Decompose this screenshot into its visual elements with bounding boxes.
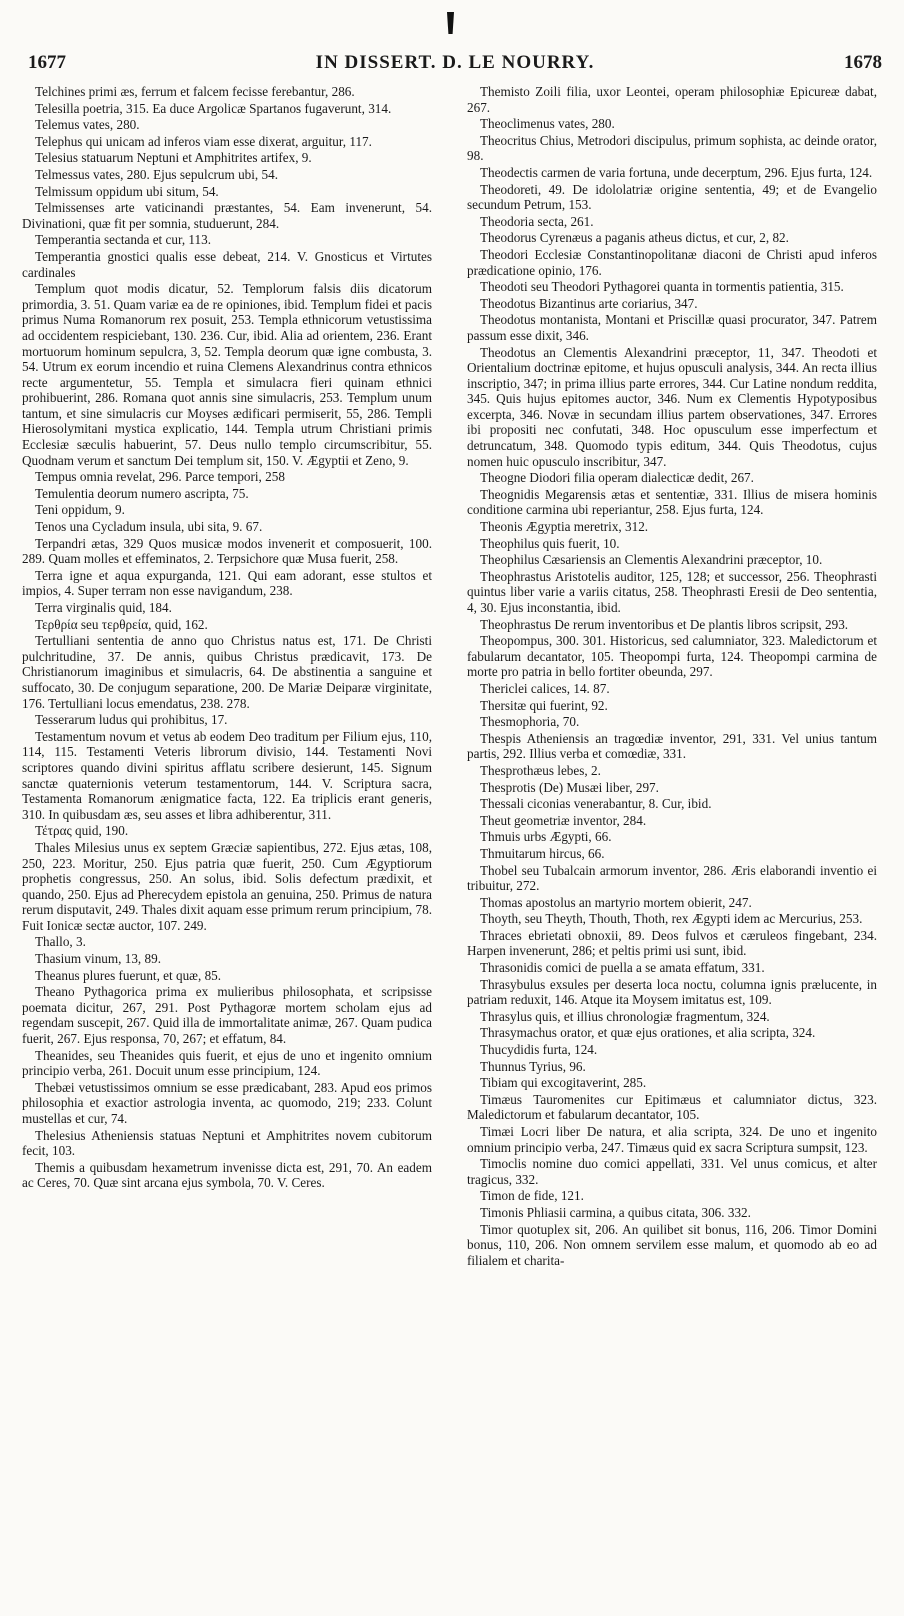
index-entry: Τέτρας quid, 190.: [35, 823, 129, 839]
index-entry: Timæi Locri liber De natura, et alia scripta, 324. De uno et ingenito omnium principio verba, 247. Timæus quid ex sacra Scriptura sumpsit, 123.: [467, 1124, 877, 1155]
running-title: IN DISSERT. D. LE NOURRY.: [315, 52, 595, 73]
index-entry: Telchines primi æs, ferrum et falcem fecisse ferebantur, 286.: [35, 84, 355, 99]
index-entry: Thrasybulus exsules per deserta loca noctu, columna ignis prælucente, in patriam reduxit, 146. Atque ita Moysem imitatus est, 109.: [467, 976, 877, 1008]
index-entry: Tibiam qui excogitaverint, 285.: [480, 1075, 647, 1091]
running-header: [28, 52, 882, 78]
index-entry: Templum quot modis dicatur, 52. Templorum falsis diis dicatorum primordia, 3. 51. Quam variæ ea de re opiniones, ibid. Templum fidei et pacis primus Numa Romanorum rex posuit, 253. Templa ethnicorum vetustissima ad occidentem respiciebant, 130. 236. Cur, ibid. Alia ad orientem, 236. Erant mortuorum hominum sepulcra, 3, 52. Templa deorum quæ igne combusta, 3. 54. Utrum ex eorum incendio et ruina Clemens Alexandrinus contra ethnicos recte argumentetur, 55. Templa et simulacra fieri quinam ethnici prohibuerint, 286. Romana quot annis sine simulacris, 253. Templum unum tantum, et sine simulacris cur Moyses ædificari permiserit, 55, 286. Templi Hierosolymitani mystica explicatio, 144. Templa utrum Christiani primis Ecclesiæ sæculis habuerint, 57. Deus nullo templo circumscribitur, 55. Quodnam verum et sanctum Dei templum sit, 150. V. Ægyptii et Zeno, 9.: [22, 281, 432, 468]
index-entry: Tenos una Cycladum insula, ubi sita, 9. 67.: [35, 519, 263, 535]
index-entry: Teni oppidum, 9.: [35, 502, 125, 518]
index-entry: Theopompus, 300. 301. Historicus, sed calumniator, 323. Maledictorum et fabularum decantator, 105. Theopompi furta, 124. Theopompi carmina de morte pro patria in bello fortiter obeunda, 297.: [467, 633, 877, 680]
index-entry: Theocritus Chius, Metrodori discipulus, primum sophista, ac deinde orator, 98.: [467, 132, 877, 164]
index-entry: Timor quotuplex sit, 206. An quilibet sit bonus, 116, 206. Timor Domini bonus, 110, 206. Non omnem servilem esse malum, et quomodo ab eo ad filialem et charita-: [467, 1221, 877, 1268]
index-entry: Thersitæ qui fuerint, 92.: [480, 697, 608, 713]
index-entry: Theodoria secta, 261.: [480, 213, 594, 229]
index-entry: Thesprothæus lebes, 2.: [480, 762, 601, 778]
index-entry: Timæus Tauromenites cur Epitimæus et calumniator dictus, 323. Maledictorum et fabularum decantator, 105.: [467, 1091, 877, 1123]
index-entry: Temperantia gnostici qualis esse debeat, 214. V. Gnosticus et Virtutes cardinales: [22, 248, 432, 280]
index-entry: Terpandri ætas, 329 Quos musicæ modos invenerit et composuerit, 100. 289. Quam molles et effeminatos, 2. Terpsichore quæ Musa fuerit, 258.: [22, 535, 432, 567]
index-entry: Theophrastus De rerum inventoribus et De plantis libros scripsit, 293.: [480, 616, 849, 632]
index-entry: Thesprotis (De) Musæi liber, 297.: [480, 779, 659, 795]
index-entry: Theodectis carmen de varia fortuna, unde decerptum, 296. Ejus furta, 124.: [480, 164, 873, 180]
index-entry: Theodoreti, 49. De idololatriæ origine sententia, 49; et de Evangelio secundum Petrum, 153.: [467, 181, 877, 213]
index-entry: Theodoti seu Theodori Pythagorei quanta in tormentis patientia, 315.: [480, 279, 844, 295]
index-entry: Theanus plures fuerunt, et quæ, 85.: [35, 967, 222, 983]
index-entry: Themisto Zoili filia, uxor Leontei, operam philosophiæ Epicureæ dabat, 267.: [467, 84, 877, 115]
index-entry: Theophrastus Aristotelis auditor, 125, 128; et successor, 256. Theophrasti quintus liber varie a variis citatus, 258. Theophrasti Eresii de Deo sententia, 4, 30. Ejus inconstantia, ibid.: [467, 568, 877, 615]
index-entry: Thoyth, seu Theyth, Thouth, Thoth, rex Ægypti idem ac Mercurius, 253.: [480, 911, 863, 927]
index-entry: Temperantia sectanda et cur, 113.: [35, 232, 212, 248]
index-entry: Telemus vates, 280.: [35, 117, 140, 133]
index-entry: Telesius statuarum Neptuni et Amphitrites artifex, 9.: [35, 150, 312, 166]
index-entry: Telephus qui unicam ad inferos viam esse dixerat, arguitur, 117.: [35, 133, 372, 149]
index-entry: Tesserarum ludus qui prohibitus, 17.: [35, 712, 228, 728]
index-entry: Theophilus quis fuerit, 10.: [480, 535, 620, 551]
right-index-column: [467, 84, 877, 1594]
index-entry: Theanides, seu Theanides quis fuerit, et ejus de uno et ingenito omnium principio verba, 261. Docuit unum esse principium, 124.: [22, 1047, 432, 1079]
index-entry: Telmessus vates, 280. Ejus sepulcrum ubi, 54.: [35, 166, 279, 182]
index-entry: Thessali ciconias venerabantur, 8. Cur, ibid.: [480, 796, 712, 812]
index-entry: Theodotus an Clementis Alexandrini præceptor, 11, 347. Theodoti et Orientalium doctrinæ epitome, et hujus opusculi analysis, 344. An recta illius inscriptio, 347; in prima illius parte errores, 344. Cur Latine nondum reddita, 345. Quis hujus epitomes auctor, 346. Num ex Clementis Hypotyposibus excerpta, 346. Novæ in secundam illius partem observationes, 347. Errores ibi propositi nec confutati, 348. Hoc opusculum esse imperfectum et detruncatum, 348. Quomodo typis editum, 344. Quis Theodotus, cujus nomen huic opusculo inscribitur, 347.: [467, 344, 877, 469]
index-entry: Thebæi vetustissimos omnium se esse prædicabant, 283. Apud eos primos philosophia et exactior astrologia inventa, ac quomodo, 219; 233. Colunt mustellas et cur, 74.: [22, 1079, 432, 1126]
index-entry: Thesmophoria, 70.: [480, 714, 580, 730]
index-entry: Theophilus Cæsariensis an Clementis Alexandrini præceptor, 10.: [480, 552, 823, 568]
index-entry: Thmuis urbs Ægypti, 66.: [480, 829, 612, 845]
index-entry: Thucydidis furta, 124.: [480, 1042, 598, 1058]
left-page-number: 1677: [28, 52, 66, 73]
index-entry: Thales Milesius unus ex septem Græciæ sapientibus, 272. Ejus ætas, 108, 250, 223. Moritur, 250. Ejus patria quæ fuerit, 250. Cum Ægyptiorum prophetis congressus, 250. An solus, ibid. Solis defectum prædixit, et quando, 250. Ejus ad Pherecydem epistola an genuina, 250. Primus de natura rerum disputavit, 249. Thales dixit aquam esse primum rerum principium, 78. Fuit Ionicæ sectæ auctor, 107. 249.: [22, 839, 432, 933]
index-entry: Thespis Atheniensis an tragœdiæ inventor, 291, 331. Vel unius tantum partis, 292. Illius verba et comœdiæ, 331.: [467, 730, 877, 762]
index-entry: Terra virginalis quid, 184.: [35, 600, 172, 615]
index-entry: Theonis Ægyptia meretrix, 312.: [480, 519, 649, 535]
index-entry: Telesilla poetria, 315. Ea duce Argolicæ Spartanos fugaverunt, 314.: [35, 100, 392, 116]
index-entry: Thasium vinum, 13, 89.: [35, 951, 162, 967]
index-entry: Telmissum oppidum ubi situm, 54.: [35, 183, 219, 199]
index-entry: Theut geometriæ inventor, 284.: [480, 812, 647, 828]
index-entry: Thelesius Atheniensis statuas Neptuni et Amphitrites novem cubitorum fecit, 103.: [22, 1127, 432, 1159]
index-entry: Telmissenses arte vaticinandi præstantes, 54. Eam invenerunt, 54. Divinationi, quæ fit per somnia, studuerunt, 284.: [22, 200, 432, 231]
index-entry: Tempus omnia revelat, 296. Parce tempori, 258: [35, 469, 285, 485]
right-page-number: 1678: [844, 52, 882, 73]
index-entry: Theodorus Cyrenæus a paganis atheus dictus, et cur, 2, 82.: [480, 230, 789, 246]
printer-mark-icon: [447, 12, 454, 34]
index-entry: Timon de fide, 121.: [480, 1188, 584, 1204]
index-entry: Theogne Diodori filia operam dialecticæ dedit, 267.: [480, 470, 754, 486]
index-entry: Τερθρία seu τερθρεία, quid, 162.: [35, 616, 208, 632]
index-entry: Temulentia deorum numero ascripta, 75.: [35, 485, 249, 501]
index-entry: Theognidis Megarensis ætas et sententiæ, 331. Illius de misera hominis conditione carmina ubi reperiantur, 258. Ejus furta, 124.: [467, 486, 877, 518]
index-entry: Thobel seu Tubalcain armorum inventor, 286. Æris elaborandi inventio ei tribuitur, 272.: [467, 862, 877, 894]
index-entry: Thericlei calices, 14. 87.: [480, 680, 610, 696]
index-entry: Theano Pythagorica prima ex mulieribus philosophata, et scripsisse poemata dicitur, 267, 291. Post Pythagoræ mortem scholam ejus ad regendam suscepit, 267. Quid illa de immortalitate animæ, 267. Quam pudica fuerit, 267. Ejus responsa, 70, 267; et effatum, 84.: [22, 984, 432, 1047]
index-entry: Theodotus Bizantinus arte coriarius, 347.: [480, 295, 698, 311]
index-entry: Themis a quibusdam hexametrum invenisse dicta est, 291, 70. An eadem ac Ceres, 70. Quæ sint arcana ejus symbola, 70. V. Ceres.: [22, 1159, 432, 1191]
index-entry: Thraces ebrietati obnoxii, 89. Deos fulvos et cæruleos fingebant, 234. Harpen invenerunt, 286; et peltis primi usi sunt, ibid.: [467, 927, 877, 959]
index-entry: Tertulliani sententia de anno quo Christus natus est, 171. De Christi pulchritudine, 37. De annis, quibus Christus prædicavit, 173. De Christianorum imaginibus et simulacris, 64. De abstinentia a sanguine et suffocato, 30. De conjugum separatione, 200. De Mariæ Deiparæ virginitate, 176. Tertulliani locus emendatus, 238. 278.: [22, 633, 432, 711]
index-entry: Timonis Phliasii carmina, a quibus citata, 306. 332.: [480, 1204, 751, 1220]
index-entry: Theodotus montanista, Montani et Priscillæ quasi procurator, 347. Patrem passum esse dixit, 346.: [467, 312, 877, 343]
index-entry: Thunnus Tyrius, 96.: [480, 1058, 586, 1074]
index-entry: Thrasylus quis, et illius chronologiæ fragmentum, 324.: [480, 1008, 770, 1024]
index-entry: Thomas apostolus an martyrio mortem obierit, 247.: [480, 894, 752, 910]
index-entry: Thmuitarum hircus, 66.: [480, 845, 605, 861]
index-entry: Thallo, 3.: [35, 934, 86, 950]
index-entry: Timoclis nomine duo comici appellati, 331. Vel unus comicus, et alter tragicus, 332.: [467, 1156, 877, 1187]
index-entry: Thrasymachus orator, et quæ ejus orationes, et alia scripta, 324.: [480, 1025, 816, 1041]
index-entry: Testamentum novum et vetus ab eodem Deo traditum per Filium ejus, 110, 114, 115. Testamenti Veteris librorum divisio, 144. Testamenti Novi scriptores quando divini spiritus afflatu scribere desierunt, 145. Signum sanctæ quaternionis veterum testamentorum, 144. V. Scriptura sacra, Testamenta Romanorum ænigmatice facta, 122. Ea triplicis erant generis, 310. In quibusdam æs, seu asses et libra adhiberentur, 311.: [22, 728, 432, 822]
index-entry: Theodori Ecclesiæ Constantinopolitanæ diaconi de Christi apud inferos prædicatione opinio, 176.: [467, 246, 877, 278]
index-entry: Thrasonidis comici de puella a se amata effatum, 331.: [480, 960, 765, 976]
left-index-column: [22, 84, 432, 1594]
index-entry: Terra igne et aqua expurganda, 121. Qui eam adorant, esse stultos et impios, 4. Super terram non esse navigandum, 238.: [22, 567, 432, 599]
index-entry: Theoclimenus vates, 280.: [480, 116, 615, 132]
